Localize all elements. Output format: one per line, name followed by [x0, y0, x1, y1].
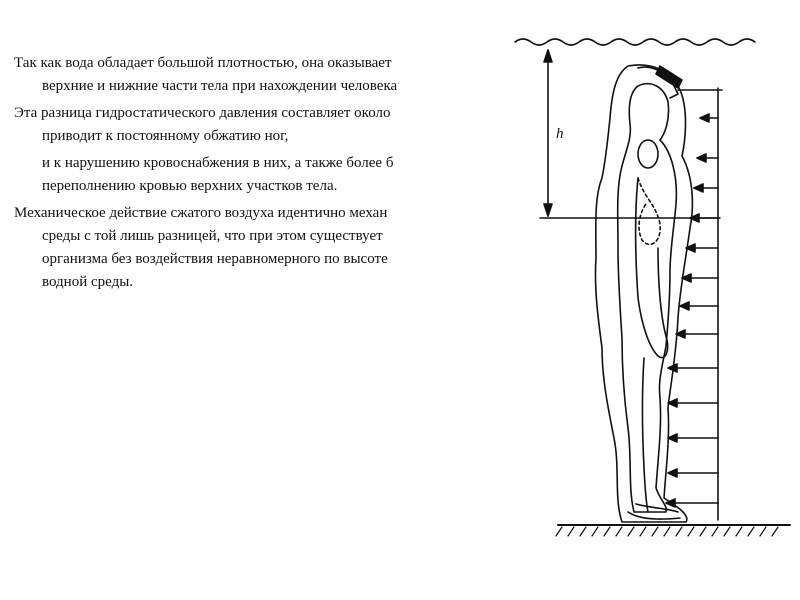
- text-line: переполнению кровью верхних участков тела.: [42, 178, 338, 194]
- text-line: верхние и нижние части тела при нахождении человека: [42, 78, 398, 94]
- depth-arrow-bottom: [544, 204, 552, 216]
- text-line: Механическое действие сжатого воздуха идентично механ: [14, 205, 388, 221]
- text-line: среды с той лишь разницей, что при этом существует: [42, 228, 383, 244]
- diver-illustration: [510, 28, 800, 548]
- text-line: Эта разница гидростатического давления составляет около: [14, 105, 391, 121]
- body-text: [14, 52, 510, 312]
- text-line: организма без воздействия неравномерного по высоте: [42, 251, 388, 267]
- helmet-valve: [656, 66, 682, 88]
- diver-pressure-figure: [510, 28, 800, 548]
- paragraph-compressed-air: [14, 202, 510, 294]
- leg-seam: [643, 358, 649, 512]
- lungs-sketch: [638, 140, 658, 168]
- paragraph-water-density: [14, 52, 510, 98]
- torso-organs-sketch: [638, 178, 660, 244]
- text-line: водной среды.: [42, 274, 134, 290]
- boot: [628, 512, 680, 519]
- paragraph-pressure-difference: [14, 102, 510, 148]
- water-surface: [515, 39, 755, 45]
- paragraph-blood-supply: [14, 152, 510, 198]
- text-line: Так как вода обладает большой плотностью, она оказывает: [14, 55, 392, 71]
- ground-hatching: [556, 527, 778, 536]
- text-line: и к нарушению кровоснабжения в них, а также более б: [42, 155, 394, 171]
- text-line: приводит к постоянному обжатию ног,: [42, 128, 289, 144]
- depth-label: h: [556, 126, 564, 142]
- depth-arrow-top: [544, 50, 552, 62]
